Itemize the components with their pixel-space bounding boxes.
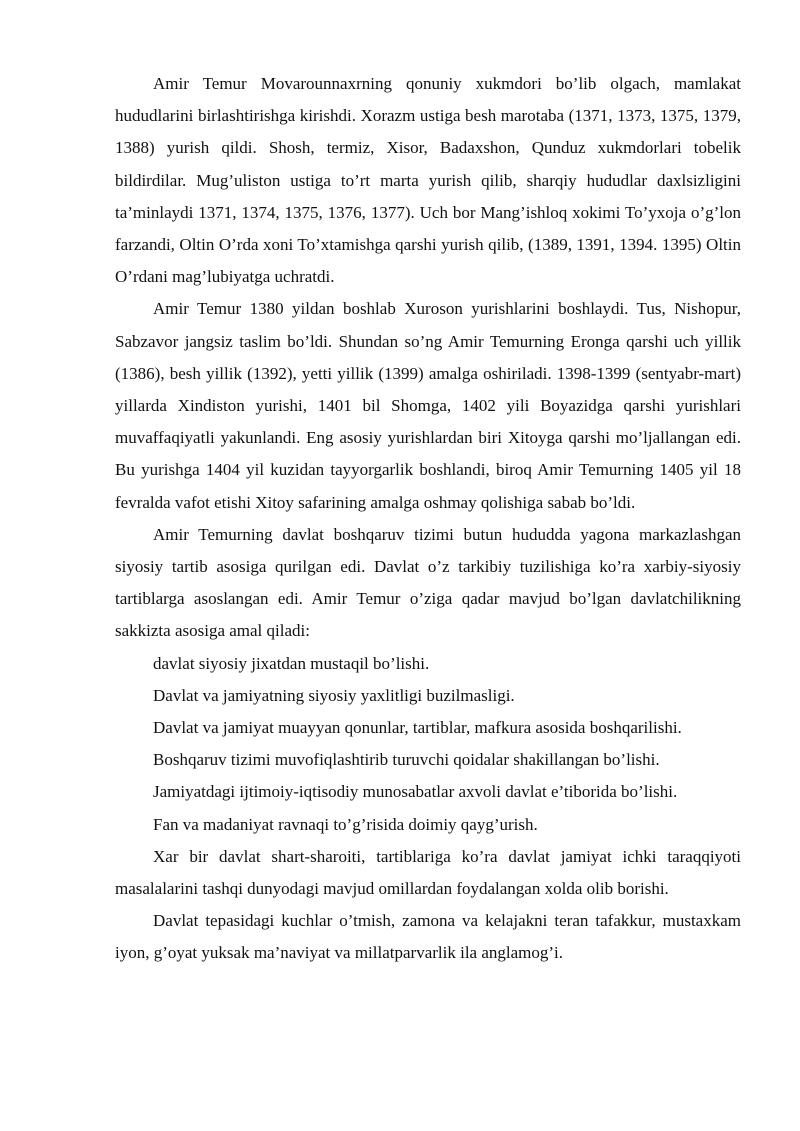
list-item: Jamiyatdagi ijtimoiy-iqtisodiy munosabatlar axvoli davlat e’tiborida bo’lishi. <box>153 782 678 802</box>
document-page <box>115 68 741 970</box>
list-item: Fan va madaniyat ravnaqi to’g’risida doimiy qayg’urish. <box>153 814 538 834</box>
list-item: Boshqaruv tizimi muvofiqlashtirib turuvchi qoidalar shakillangan bo’lishi. <box>153 750 660 770</box>
list-item: Davlat va jamiyatning siyosiy yaxlitligi buzilmasligi. <box>153 685 515 705</box>
list-item: Davlat va jamiyat muayyan qonunlar, tartiblar, mafkura asosida boshqarilishi. <box>153 718 682 738</box>
list-item: davlat siyosiy jixatdan mustaqil bo’lishi. <box>153 653 430 673</box>
paragraph-conditions: Xar bir davlat shart-sharoiti, tartiblariga ko’ra davlat jamiyat ichki taraqqiyoti masalalarini tashqi dunyodagi mavjud omillardan foydalangan xolda olib borishi. <box>115 846 741 899</box>
paragraph-campaigns: Amir Temur 1380 yildan boshlab Xuroson yurishlarini boshlaydi. Tus, Nishopur, Sabzavor jangsiz taslim bo’ldi. Shundan so’ng Amir Temurning Eronga qarshi uch yillik (1386), besh yillik (1392), yetti yillik (1399) amalga oshiriladi. 1398-1399 (sentyabr-mart) yillarda Xindiston yurishi, 1401 bil Shomga, 1402 yili Boyazidga qarshi yurishlari muvaffaqiyatli yakunlandi. Eng asosiy yurishlardan biri Xitoyga qarshi mo’ljallangan edi. Bu yurishga 1404 yil kuzidan tayyorgarlik boshlandi, biroq Amir Temurning 1405 yil 18 fevralda vafot etishi Xitoy safarining amalga oshmay qolishiga sabab bo’ldi. <box>115 299 741 512</box>
paragraph-leadership: Davlat tepasidagi kuchlar o’tmish, zamona va kelajakni teran tafakkur, mustaxkam iyon, g’oyat yuksak ma’naviyat va millatparvarlik ila anglamog’i. <box>115 911 741 963</box>
paragraph-conquests: Amir Temur Movarounnaxrning qonuniy xukmdori bo’lib olgach, mamlakat hududlarini birlashtirishga kirishdi. Xorazm ustiga besh marotaba (1371, 1373, 1375, 1379, 1388) yurish qildi. Shosh, termiz, Xisor, Badaxshon, Qunduz xukmdorlari tobelik bildirdilar. Mug’uliston ustiga to’rt marta yurish qilib, sharqiy hududlar daxlsizligini ta’minlaydi 1371, 1374, 1375, 1376, 1377). Uch bor Mang’ishloq xokimi To’yxoja o’g’lon farzandi, Oltin O’rda xoni To’xtamishga qarshi yurish qilib, (1389, 1391, 1394. 1395) Oltin O’rdani mag’lubiyatga uchratdi. <box>115 74 741 287</box>
paragraph-governance: Amir Temurning davlat boshqaruv tizimi butun hududda yagona markazlashgan siyosiy tartib asosiga qurilgan edi. Davlat o’z tarkibiy tuzilishiga ko’ra xarbiy-siyosiy tartiblarga asoslangan edi. Amir Temur o’ziga qadar mavjud bo’lgan davlatchilikning sakkizta asosiga amal qiladi: <box>115 524 741 641</box>
